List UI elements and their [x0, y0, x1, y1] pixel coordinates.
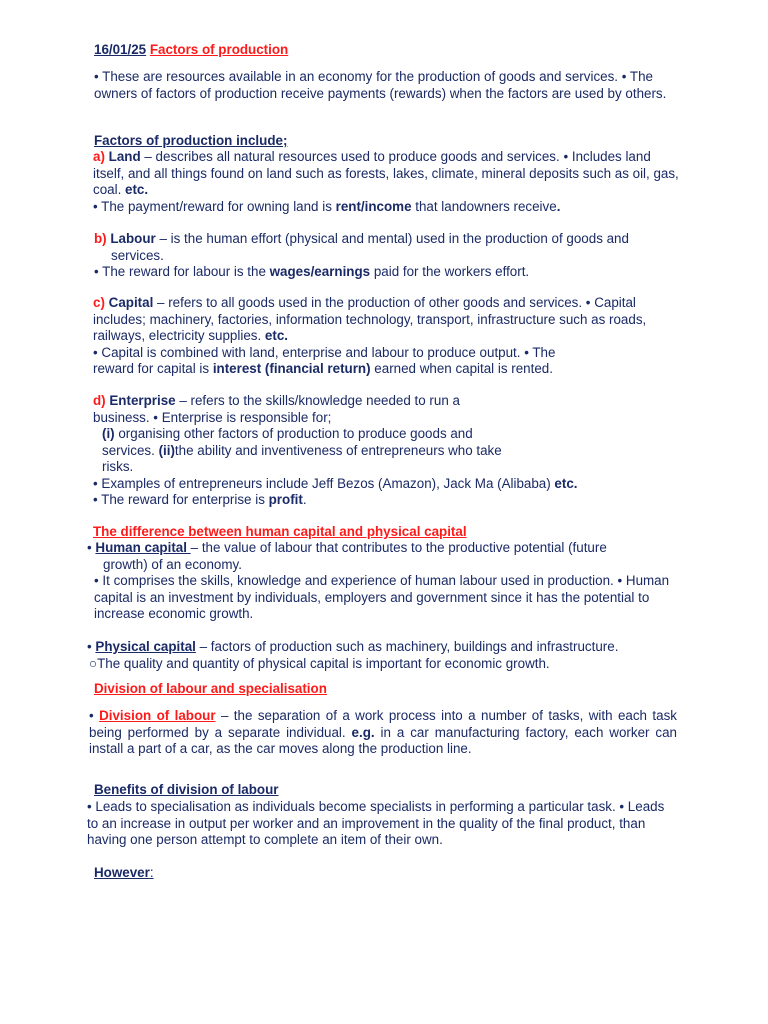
item-ii-label: (ii) [158, 442, 175, 458]
division-text-continued: in a car manufacturing factory, each worker can install a part of a car, as the car moves along the production line. [89, 724, 677, 756]
enterprise-marker: d) [93, 393, 106, 408]
human-capital-text-continued: growth) of an economy. [103, 556, 242, 572]
land-section [93, 149, 683, 215]
examples-etc: etc. [554, 475, 578, 491]
capital-definition [93, 295, 683, 345]
title-text: Factors of production [149, 42, 289, 57]
land-reward [93, 199, 683, 216]
human-capital-text: – the value of labour that contributes to the productive potential (future [190, 540, 607, 555]
land-reward-end: . [556, 198, 561, 214]
labour-reward-text: • The reward for labour is the [94, 264, 270, 279]
bullet: • [87, 639, 96, 654]
benefits-heading: Benefits of division of labour [94, 782, 279, 797]
capital-reward [93, 361, 683, 378]
land-term: Land [108, 149, 141, 164]
difference-heading: The difference between human capital and physical capital [93, 524, 467, 539]
human-capital-section [87, 540, 677, 623]
land-reward-bold: rent/income [335, 198, 412, 214]
human-capital-term: Human capital [95, 540, 191, 555]
however-text: However [94, 865, 150, 880]
capital-combined-text: • Capital is combined with land, enterprise and labour to produce output. • The [93, 344, 556, 360]
enterprise-item-ii [93, 443, 683, 460]
labour-section [94, 231, 684, 281]
enterprise-examples [93, 476, 683, 493]
land-text: – describes all natural resources used to produce goods and services. • Includes land itself, and all things found on land such as forests, lakes, climate, mineral deposits such as oil, gas, coal. [93, 149, 679, 197]
physical-capital-importance: ○The quality and quantity of physical capital is important for economic growth. [89, 655, 550, 671]
enterprise-section [93, 393, 683, 509]
division-of-labour-paragraph [89, 708, 677, 758]
land-reward-text: • The payment/reward for owning land is [93, 198, 336, 214]
enterprise-risks: risks. [102, 459, 134, 474]
factors-heading: Factors of production include; [94, 133, 288, 148]
benefits-paragraph: • Leads to specialisation as individuals become specialists in performing a particular task. • Leads to an increase in output per worker and an improvement in the quality of the final product, than having one person attempt to complete an item of their own. [87, 799, 665, 847]
division-text: – the separation of a work process into a number of tasks, with each task being performed by a separate individual. [89, 708, 677, 740]
physical-capital-text: – factors of production such as machinery, buildings and infrastructure. [195, 639, 619, 654]
labour-definition [94, 231, 684, 248]
division-eg: e.g. [351, 724, 375, 740]
division-of-labour-term: Division of labour [99, 708, 216, 723]
land-reward-post: that landowners receive [411, 198, 557, 214]
enterprise-term: Enterprise [109, 393, 176, 408]
item-i-label: (i) [102, 426, 115, 441]
human-capital-definition [87, 540, 677, 557]
labour-reward [94, 264, 684, 281]
item-ii-pre: services. [102, 442, 159, 458]
page-title [94, 42, 694, 59]
physical-capital-term: Physical capital [95, 639, 196, 654]
bullet: • [87, 540, 96, 555]
enterprise-reward-post: . [302, 492, 307, 507]
enterprise-item-i [93, 426, 683, 443]
item-ii-text: the ability and inventiveness of entrepreneurs who take [174, 442, 502, 458]
item-i-text: organising other factors of production to produce goods and [114, 426, 473, 441]
labour-text: – is the human effort (physical and mental) used in the production of goods and [155, 231, 629, 246]
enterprise-responsibility: business. • Enterprise is responsible for; [93, 409, 332, 425]
division-heading: Division of labour and specialisation [94, 681, 327, 696]
capital-term: Capital [108, 295, 154, 310]
land-definition [93, 149, 683, 199]
date-label: 16/01/25 [94, 42, 147, 57]
bullet: • [89, 708, 100, 723]
land-etc: etc. [125, 182, 149, 197]
capital-reward-post: earned when capital is rented. [370, 361, 553, 376]
examples-text: • Examples of entrepreneurs include Jeff Bezos (Amazon), Jack Ma (Alibaba) [93, 475, 555, 491]
however-label [94, 865, 154, 882]
however-colon: : [149, 865, 154, 880]
enterprise-reward-text: • The reward for enterprise is [93, 492, 269, 507]
labour-text-continued: services. [111, 247, 164, 263]
capital-section [93, 295, 683, 378]
capital-reward-text: reward for capital is [93, 361, 213, 376]
land-marker: a) [93, 149, 105, 164]
labour-marker: b) [94, 231, 107, 246]
capital-etc: etc. [264, 328, 288, 343]
labour-term: Labour [110, 231, 156, 246]
enterprise-text: – refers to the skills/knowledge needed to run a [175, 393, 460, 408]
enterprise-definition [93, 393, 683, 410]
enterprise-reward [93, 492, 683, 509]
capital-reward-bold: interest (financial return) [212, 361, 371, 376]
labour-reward-post: paid for the workers effort. [370, 264, 530, 279]
physical-capital-definition [87, 639, 687, 656]
capital-marker: c) [93, 295, 105, 310]
enterprise-reward-bold: profit [268, 492, 303, 507]
human-capital-details: • It comprises the skills, knowledge and experience of human labour used in production. • Human capital is an investment by individuals, employers and government since it has the potential to increase economic growth. [94, 573, 670, 621]
intro-paragraph: • These are resources available in an economy for the production of goods and services. • The owners of factors of production receive payments (rewards) when the factors are used by others. [94, 69, 667, 101]
physical-capital-section [87, 639, 687, 672]
labour-reward-bold: wages/earnings [269, 264, 371, 279]
capital-text: – refers to all goods used in the production of other goods and services. • Capital includes; machinery, factories, information technology, transport, infrastructure such as roads, railways, electricity supplies. [93, 295, 647, 343]
